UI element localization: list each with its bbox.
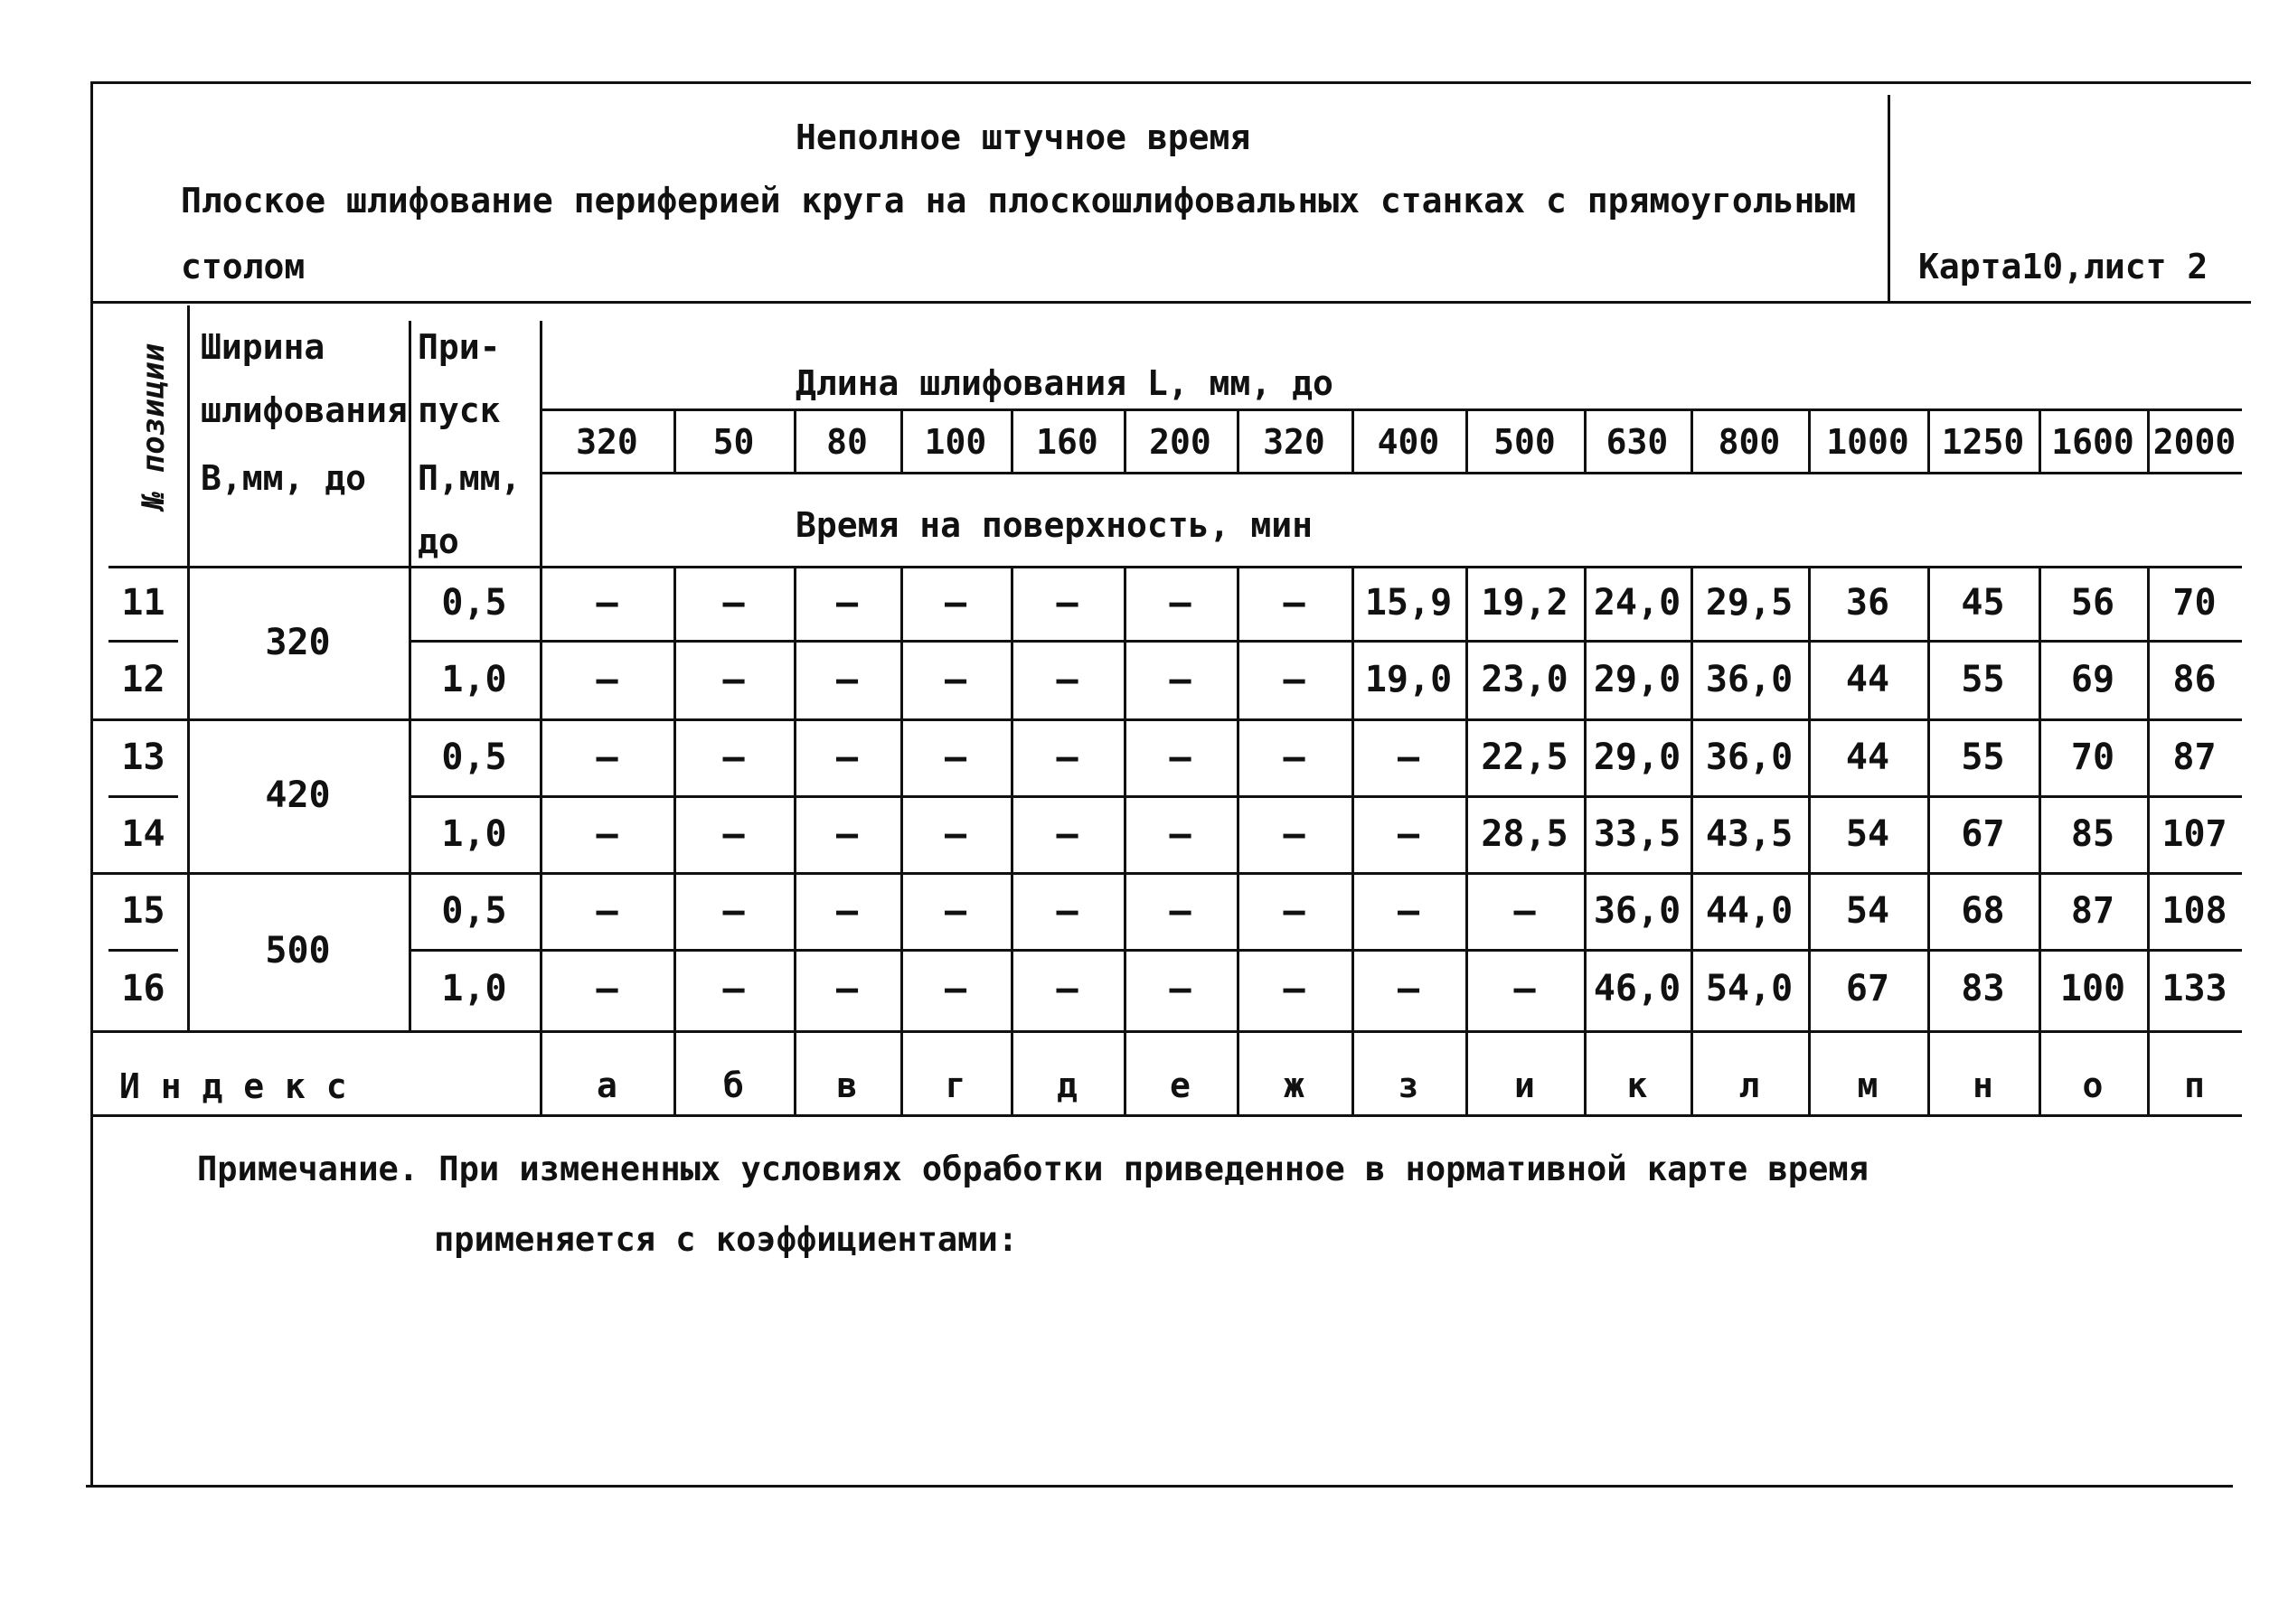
index-letter: б — [723, 1065, 744, 1105]
index-letter: м — [1857, 1065, 1879, 1105]
time-value: 67 — [1961, 812, 2005, 855]
time-value: – — [1397, 968, 1420, 1009]
length-value: 160 — [1036, 422, 1098, 462]
allowance-header-line1: При- — [418, 327, 501, 367]
allowance-header-line4: до — [418, 521, 459, 561]
time-value: – — [722, 812, 745, 855]
time-value: 19,0 — [1364, 658, 1453, 700]
time-value: – — [1056, 889, 1078, 932]
length-value: 320 — [576, 422, 638, 462]
index-label: И н д е к с — [119, 1066, 347, 1106]
time-value: – — [596, 658, 618, 700]
time-value: 68 — [1961, 889, 2005, 932]
time-value: – — [1283, 968, 1305, 1009]
time-value: – — [835, 582, 859, 624]
time-value: – — [596, 968, 618, 1009]
length-value: 1600 — [2051, 422, 2134, 462]
time-value: 67 — [1845, 968, 1890, 1009]
time-value: – — [944, 812, 967, 855]
time-value: 33,5 — [1593, 812, 1681, 855]
index-letter: в — [836, 1065, 858, 1105]
time-header: Время на поверхность, мин — [796, 505, 1313, 545]
time-value: 19,2 — [1481, 582, 1568, 624]
time-value: – — [1169, 582, 1191, 624]
index-letter: и — [1514, 1065, 1535, 1105]
length-value: 200 — [1149, 422, 1211, 462]
length-value: 630 — [1606, 422, 1669, 462]
position-number: 16 — [121, 968, 165, 1009]
time-value: 29,0 — [1593, 658, 1681, 700]
time-value: – — [596, 736, 618, 778]
index-letter: з — [1398, 1065, 1419, 1105]
time-value: – — [1513, 968, 1536, 1009]
time-value: 36 — [1845, 582, 1890, 624]
time-value: 36,0 — [1705, 736, 1794, 778]
index-letter: г — [945, 1065, 966, 1105]
time-value: 70 — [2172, 582, 2217, 624]
time-value: 87 — [2070, 889, 2115, 932]
row-divider-0 — [409, 640, 2242, 643]
time-value: 100 — [2059, 968, 2126, 1009]
time-value: – — [944, 736, 967, 778]
position-number: 11 — [121, 582, 165, 624]
length-value: 500 — [1493, 422, 1556, 462]
time-value: – — [1283, 812, 1305, 855]
time-value: – — [722, 889, 745, 932]
length-value: 400 — [1377, 422, 1440, 462]
time-value: – — [1283, 889, 1305, 932]
time-value: 15,9 — [1364, 582, 1453, 624]
time-value: – — [835, 968, 859, 1009]
position-column-header: № позиции — [136, 343, 172, 511]
time-value: 45 — [1961, 582, 2005, 624]
length-header: Длина шлифования L, мм, до — [796, 363, 1333, 403]
time-value: 55 — [1961, 736, 2005, 778]
time-value: 55 — [1961, 658, 2005, 700]
header-bottom-line — [90, 301, 2251, 304]
time-value: – — [1056, 736, 1078, 778]
time-value: – — [722, 968, 745, 1009]
time-value: – — [1397, 889, 1420, 932]
time-value: 44,0 — [1705, 889, 1794, 932]
time-value: – — [944, 582, 967, 624]
time-value: – — [1283, 582, 1305, 624]
time-value: – — [944, 658, 967, 700]
length-value: 50 — [712, 422, 755, 462]
width-value: 420 — [265, 774, 331, 816]
row-divider-1 — [409, 795, 2242, 798]
time-value: 23,0 — [1481, 658, 1568, 700]
position-row-divider-1 — [108, 795, 178, 798]
time-value: – — [1056, 658, 1078, 700]
card-reference: Карта10,лист 2 — [1918, 247, 2208, 286]
index-letter: л — [1738, 1065, 1760, 1105]
index-letter: о — [2082, 1065, 2104, 1105]
allowance-header-line2: пуск — [418, 390, 501, 430]
time-value: – — [1283, 736, 1305, 778]
row-divider-2 — [409, 949, 2242, 952]
page-subtitle-line2: столом — [181, 247, 306, 286]
position-column-divider — [187, 305, 190, 1030]
frame-bottom-line — [86, 1485, 2233, 1488]
time-value: – — [1169, 889, 1191, 932]
time-value: 29,5 — [1705, 582, 1794, 624]
header-card-divider — [1888, 95, 1890, 301]
time-value: – — [1056, 812, 1078, 855]
index-letter: а — [597, 1065, 617, 1105]
time-value: – — [944, 968, 967, 1009]
time-value: – — [1056, 968, 1078, 1009]
allowance-value: 0,5 — [441, 889, 507, 932]
time-value: 83 — [1961, 968, 2005, 1009]
time-value: – — [835, 736, 859, 778]
position-number: 12 — [121, 658, 165, 700]
allowance-value: 1,0 — [441, 968, 507, 1009]
time-value: – — [1397, 736, 1420, 778]
allowance-value: 0,5 — [441, 582, 507, 624]
time-value: – — [596, 812, 618, 855]
time-value: – — [722, 736, 745, 778]
length-value: 1000 — [1826, 422, 1909, 462]
width-header-line1: Ширина — [201, 327, 325, 367]
frame-top-line — [90, 81, 2251, 84]
time-value: – — [1169, 658, 1191, 700]
time-value: 44 — [1845, 736, 1890, 778]
time-value: 69 — [2070, 658, 2115, 700]
time-value: – — [835, 812, 859, 855]
time-value: 54 — [1845, 812, 1890, 855]
length-values-underline — [540, 472, 2242, 474]
time-value: – — [1397, 812, 1420, 855]
group-divider-1 — [90, 718, 2242, 721]
time-value: – — [596, 582, 618, 624]
group-divider-3 — [90, 1030, 2242, 1033]
time-value: 87 — [2172, 736, 2217, 778]
position-row-divider-0 — [108, 640, 178, 643]
time-value: – — [722, 582, 745, 624]
index-row-bottom-line — [90, 1114, 2242, 1117]
group-divider-2 — [90, 872, 2242, 875]
allowance-value: 1,0 — [441, 658, 507, 700]
note-line1: Примечание. При измененных условиях обработки приведенное в нормативной карте время — [197, 1150, 1869, 1188]
time-value: 56 — [2070, 582, 2115, 624]
length-value: 80 — [826, 422, 868, 462]
page-title: Неполное штучное время — [796, 117, 1251, 157]
time-value: 107 — [2161, 812, 2227, 855]
length-value: 100 — [924, 422, 987, 462]
time-value: – — [596, 889, 618, 932]
width-header-line2: шлифования — [201, 390, 408, 430]
length-value: 320 — [1263, 422, 1325, 462]
index-letter: д — [1057, 1065, 1078, 1105]
time-value: 43,5 — [1705, 812, 1794, 855]
note-line2: применяется с коэффициентами: — [434, 1220, 1019, 1259]
allowance-value: 1,0 — [441, 812, 507, 855]
time-value: – — [1513, 889, 1536, 932]
length-value: 2000 — [2152, 422, 2237, 462]
time-value: 24,0 — [1593, 582, 1681, 624]
time-value: 86 — [2172, 658, 2217, 700]
index-letter: е — [1170, 1065, 1191, 1105]
width-value: 320 — [265, 621, 331, 663]
time-value: 70 — [2070, 736, 2115, 778]
time-value: – — [1169, 968, 1191, 1009]
length-value: 1250 — [1941, 422, 2025, 462]
time-value: 85 — [2070, 812, 2115, 855]
index-letter: к — [1626, 1065, 1648, 1105]
time-value: 108 — [2161, 889, 2227, 932]
frame-left-line — [90, 81, 93, 1487]
length-value: 800 — [1718, 422, 1781, 462]
time-value: 44 — [1845, 658, 1890, 700]
time-value: – — [1056, 582, 1078, 624]
time-value: 54 — [1845, 889, 1890, 932]
table-header-bottom-line — [108, 566, 2242, 568]
index-letter: н — [1973, 1065, 1993, 1105]
time-value: 46,0 — [1593, 968, 1681, 1009]
width-header-line3: В,мм, до — [201, 458, 367, 498]
position-number: 13 — [121, 736, 165, 778]
time-value: – — [835, 658, 859, 700]
time-value: 29,0 — [1593, 736, 1681, 778]
time-value: – — [722, 658, 745, 700]
time-value: – — [1169, 812, 1191, 855]
time-value: – — [835, 889, 859, 932]
time-value: – — [1169, 736, 1191, 778]
allowance-value: 0,5 — [441, 736, 507, 778]
index-letter: ж — [1284, 1065, 1304, 1105]
index-letter: п — [2184, 1065, 2205, 1105]
time-value: 36,0 — [1593, 889, 1681, 932]
position-row-divider-2 — [108, 949, 178, 952]
time-value: – — [944, 889, 967, 932]
time-value: 22,5 — [1481, 736, 1568, 778]
time-value: 36,0 — [1705, 658, 1794, 700]
time-value: 28,5 — [1481, 812, 1568, 855]
time-value: 133 — [2161, 968, 2227, 1009]
page-subtitle-line1: Плоское шлифование периферией круга на плоскошлифовальных станках с прямоугольным — [181, 181, 1857, 221]
time-value: 54,0 — [1705, 968, 1794, 1009]
width-value: 500 — [265, 929, 331, 972]
position-number: 14 — [121, 812, 165, 855]
time-value: – — [1283, 658, 1305, 700]
position-number: 15 — [121, 889, 165, 932]
allowance-header-line3: П,мм, — [418, 458, 522, 498]
